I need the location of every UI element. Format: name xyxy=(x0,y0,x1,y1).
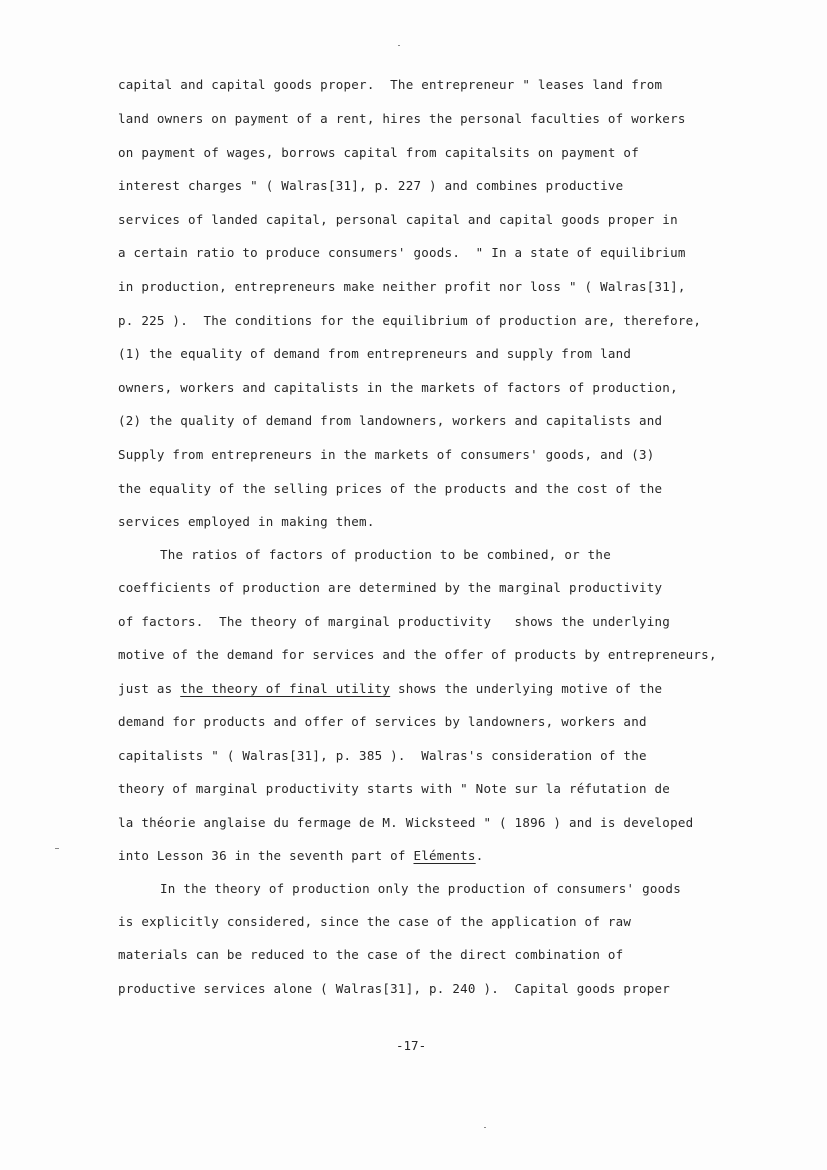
scan-speck xyxy=(484,1127,486,1128)
text-line: the equality of the selling prices of the products and the cost of the xyxy=(118,481,663,496)
text-line: p. 225 ). The conditions for the equilibrium of production are, therefore, xyxy=(118,313,702,328)
text-line: of factors. The theory of marginal productivity shows the underlying xyxy=(118,614,671,629)
text-line: (2) the quality of demand from landowners, workers and capitalists and xyxy=(118,413,663,428)
text-line: on payment of wages, borrows capital from capitalsits on payment of xyxy=(118,145,639,160)
text-segment: . xyxy=(475,848,484,863)
text-line: capital and capital goods proper. The entrepreneur " leases land from xyxy=(118,77,663,92)
text-line: capitalists " ( Walras[31], p. 385 ). Walras's consideration of the xyxy=(118,748,647,763)
underlined-title: Eléments xyxy=(413,848,476,863)
paragraph-first-line: In the theory of production only the production of consumers' goods xyxy=(160,881,681,896)
text-line: productive services alone ( Walras[31], p. 240 ). Capital goods proper xyxy=(118,981,671,996)
text-line: materials can be reduced to the case of the direct combination of xyxy=(118,947,624,962)
text-line: motive of the demand for services and the offer of products by entrepreneurs, xyxy=(118,647,717,662)
text-line: land owners on payment of a rent, hires the personal faculties of workers xyxy=(118,111,686,126)
underlined-phrase: the theory of final utility xyxy=(180,681,391,696)
paragraph-first-line: The ratios of factors of production to be combined, or the xyxy=(160,547,611,562)
text-line: la théorie anglaise du fermage de M. Wicksteed " ( 1896 ) and is developed xyxy=(118,815,694,830)
text-line: a certain ratio to produce consumers' goods. " In a state of equilibrium xyxy=(118,245,686,260)
text-line: (1) the equality of demand from entrepreneurs and supply from land xyxy=(118,346,632,361)
page-number: -17- xyxy=(396,1038,427,1053)
text-line: in production, entrepreneurs make neither profit nor loss " ( Walras[31], xyxy=(118,279,686,294)
text-line: services employed in making them. xyxy=(118,514,375,529)
text-line: is explicitly considered, since the case of the application of raw xyxy=(118,914,632,929)
text-segment: into Lesson 36 in the seventh part of xyxy=(118,848,414,863)
text-line: owners, workers and capitalists in the markets of factors of production, xyxy=(118,380,678,395)
text-line: demand for products and offer of services by landowners, workers and xyxy=(118,714,647,729)
text-line: services of landed capital, personal capital and capital goods proper in xyxy=(118,212,678,227)
text-line xyxy=(118,681,662,697)
text-line: coefficients of production are determined by the marginal productivity xyxy=(118,580,663,595)
text-segment: just as xyxy=(118,681,181,696)
text-line: theory of marginal productivity starts with " Note sur la réfutation de xyxy=(118,781,671,796)
text-segment: shows the underlying motive of the xyxy=(390,681,663,696)
text-line: Supply from entrepreneurs in the markets of consumers' goods, and (3) xyxy=(118,447,655,462)
text-line xyxy=(118,848,483,864)
scan-speck xyxy=(398,45,400,46)
text-line: interest charges " ( Walras[31], p. 227 ) and combines productive xyxy=(118,178,624,193)
scan-speck xyxy=(55,848,59,849)
